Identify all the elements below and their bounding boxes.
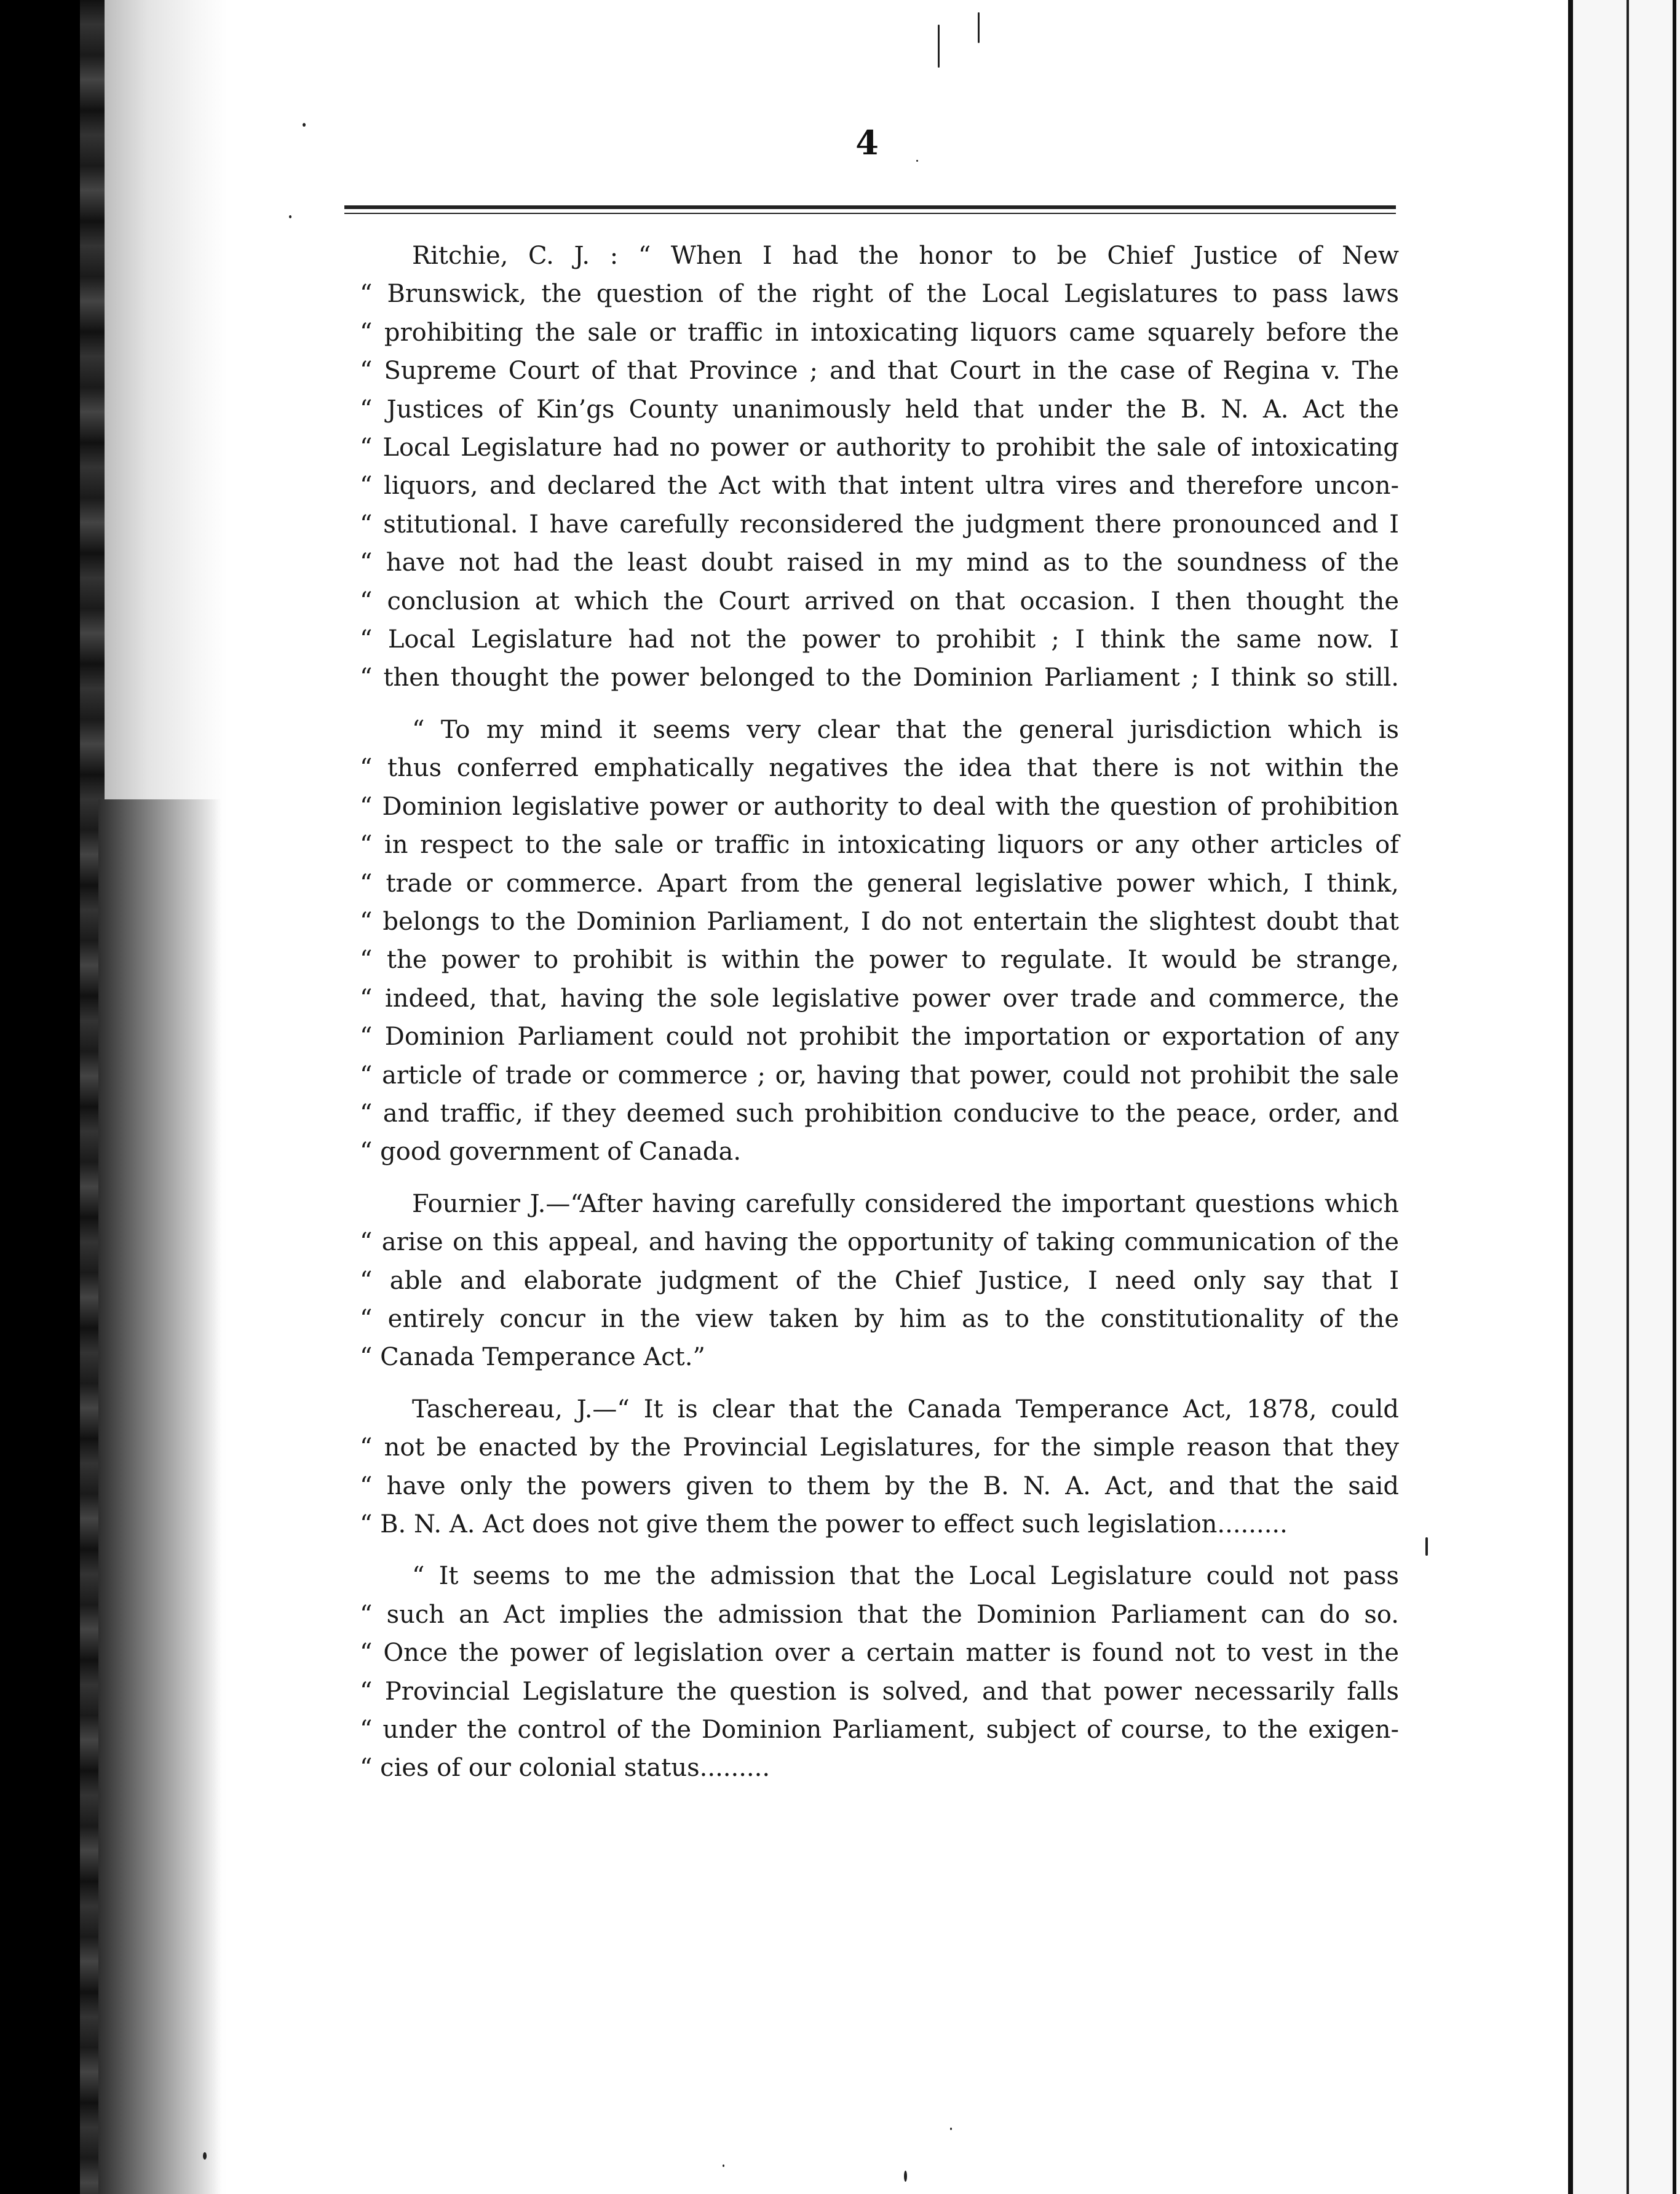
paragraph-fournier: [360, 1185, 1399, 1377]
text-line: “ thus conferred emphatically negatives the idea that there is not within the: [360, 754, 1399, 783]
text-line: “ cies of our colonial status.........: [360, 1754, 771, 1783]
body-text: [360, 237, 1399, 1801]
text-line: “ liquors, and declared the Act with that intent ultra vires and therefore uncon-: [360, 472, 1399, 501]
page-right-edge: [1568, 0, 1573, 2194]
text-line: “ indeed, that, having the sole legislative power over trade and commerce, the: [360, 984, 1399, 1013]
text-line: “ Local Legislature had no power or authority to prohibit the sale of intoxicating: [360, 434, 1399, 462]
text-line: “ stitutional. I have carefully reconsidered the judgment there pronounced and I: [360, 510, 1399, 539]
header-rule-thin: [344, 213, 1396, 214]
text-line: “ belongs to the Dominion Parliament, I do not entertain the slightest doubt that: [360, 907, 1399, 936]
text-line: “ not be enacted by the Provincial Legislatures, for the simple reason that they: [360, 1433, 1399, 1462]
text-line: Fournier J.—“After having carefully considered the important questions which: [412, 1189, 1399, 1218]
text-line: “ such an Act implies the admission that the Dominion Parliament can do so.: [360, 1600, 1399, 1629]
text-line: “ Brunswick, the question of the right of the Local Legislatures to pass laws: [360, 280, 1399, 309]
text-line: “ able and elaborate judgment of the Chief Justice, I need only say that I: [360, 1266, 1399, 1295]
text-line: “ have not had the least doubt raised in my mind as to the soundness of the: [360, 548, 1399, 577]
scan-border-right: [1673, 0, 1676, 2194]
text-line: “ Canada Temperance Act.”: [360, 1343, 705, 1372]
text-line: “ have only the powers given to them by the B. N. A. Act, and that the said: [360, 1471, 1399, 1500]
paragraph-ritchie: [360, 237, 1399, 697]
adjacent-page-edge: [1627, 0, 1629, 2194]
text-line: “ then thought the power belonged to the Dominion Parliament ; I think so still.: [360, 663, 1399, 692]
text-line: “ the power to prohibit is within the power to regulate. It would be strange,: [360, 946, 1399, 975]
lower-edge-stain: [98, 799, 221, 2194]
text-line: “ Dominion legislative power or authority to deal with the question of prohibition: [360, 792, 1399, 821]
paragraph-ritchie-continued: [360, 711, 1399, 1171]
text-line: Taschereau, J.—“ It is clear that the Canada Temperance Act, 1878, could: [412, 1395, 1399, 1424]
text-line: “ prohibiting the sale or traffic in intoxicating liquors came squarely before the: [360, 318, 1399, 347]
text-line: “ conclusion at which the Court arrived on that occasion. I then thought the: [360, 587, 1399, 616]
text-line: “ Dominion Parliament could not prohibit the importation or exportation of any: [360, 1023, 1399, 1051]
text-line: “ It seems to me the admission that the Local Legislature could not pass: [412, 1562, 1399, 1591]
text-line: “ B. N. A. Act does not give them the power to effect such legislation.........: [360, 1510, 1288, 1539]
text-line: “ trade or commerce. Apart from the general legislative power which, I think,: [360, 869, 1399, 898]
text-line: “ Justices of Kin’gs County unanimously held that under the B. N. A. Act the: [360, 395, 1399, 424]
page-number: 4: [855, 123, 879, 162]
paragraph-taschereau-continued: [360, 1557, 1399, 1787]
text-line: “ Local Legislature had not the power to prohibit ; I think the same now. I: [360, 625, 1399, 654]
text-line: “ in respect to the sale or traffic in intoxicating liquors or any other articles of: [360, 831, 1399, 860]
text-line: “ To my mind it seems very clear that the general jurisdiction which is: [412, 715, 1399, 744]
text-line: “ arise on this appeal, and having the opportunity of taking communication of the: [360, 1228, 1399, 1257]
text-line: “ under the control of the Dominion Parliament, subject of course, to the exigen-: [360, 1716, 1399, 1745]
text-line: Ritchie, C. J. : “ When I had the honor to be Chief Justice of New: [412, 242, 1399, 270]
text-line: “ and traffic, if they deemed such prohibition conducive to the peace, order, and: [360, 1099, 1399, 1128]
text-line: “ article of trade or commerce ; or, having that power, could not prohibit the sale: [360, 1061, 1399, 1090]
text-line: “ Provincial Legislature the question is solved, and that power necessarily falls: [360, 1677, 1399, 1706]
text-line: “ Once the power of legislation over a certain matter is found not to vest in the: [360, 1639, 1399, 1668]
text-line: “ Supreme Court of that Province ; and that Court in the case of Regina v. The: [360, 357, 1399, 386]
header-rule-thick: [344, 205, 1396, 209]
paragraph-taschereau: [360, 1390, 1399, 1544]
text-line: “ entirely concur in the view taken by him as to the constitutionality of the: [360, 1304, 1399, 1333]
text-line: “ good government of Canada.: [360, 1138, 742, 1166]
